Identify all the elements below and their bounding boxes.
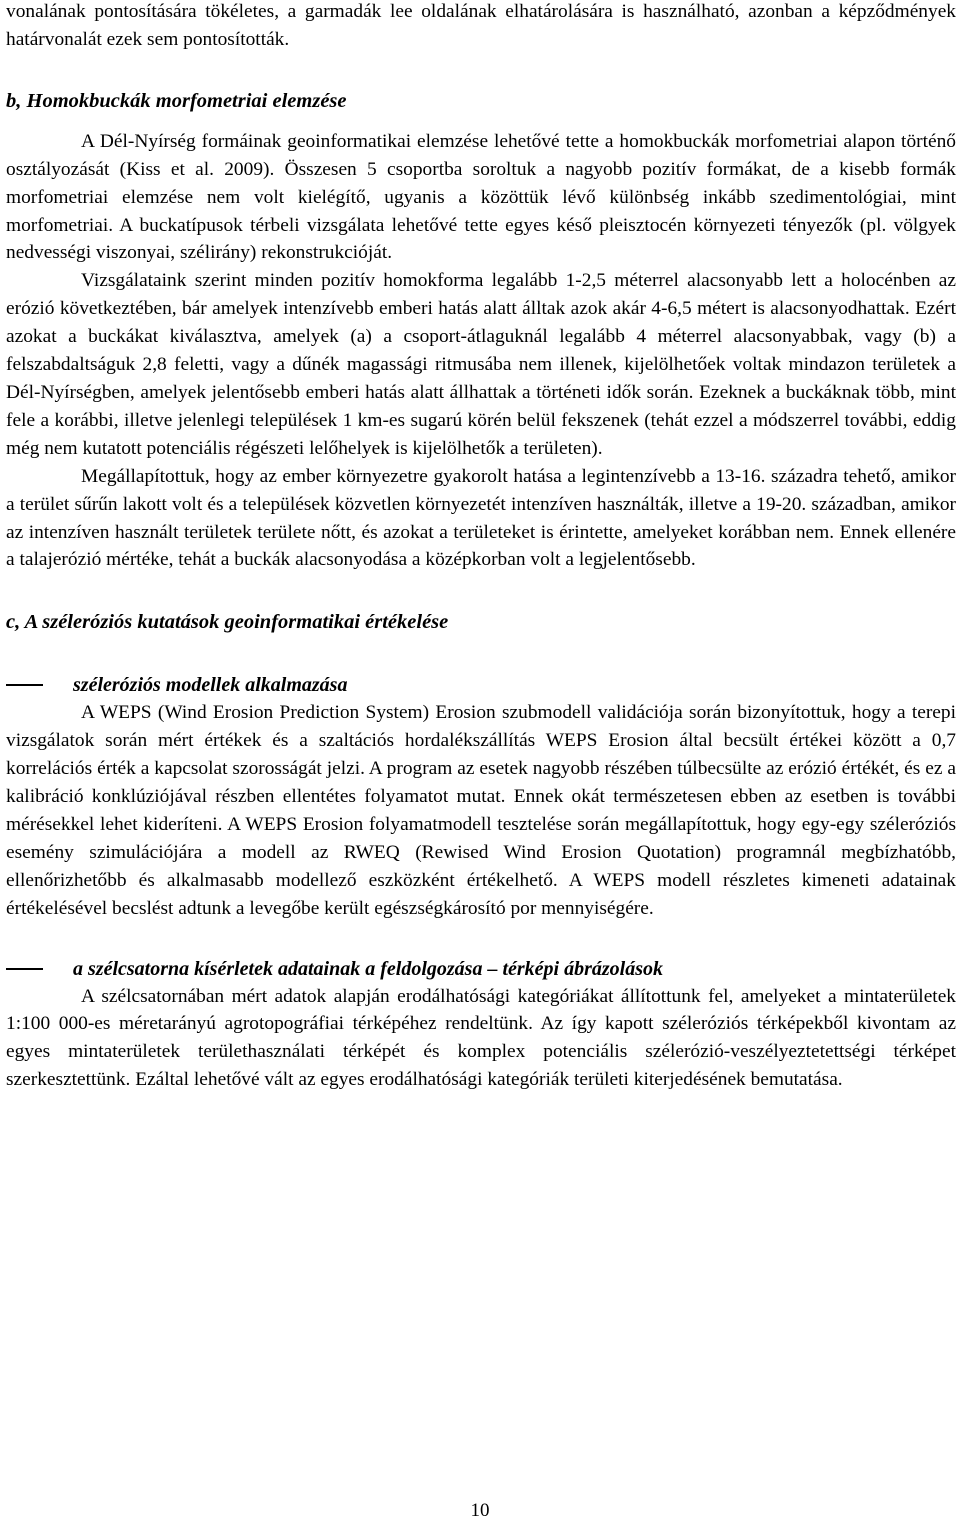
section-b-paragraph-1: A Dél-Nyírség formáinak geoinformatikai elemzése lehetővé tette a homokbuckák morfometriai alapon történő osztályozását (Kiss et al. 2009). Összesen 5 csoportba soroltuk a nagyobb pozitív formákat, de a kisebb formák morfometriai elemzése nem volt kielégítő, ugyanis a közöttük lévő különbség inkább szedimentológiai, mint morfometriai. A buckatípusok térbeli vizsgálata lehetővé tette egyes késő pleisztocén környezeti tényezők (pl. völgyek nedvességi viszonyai, szélirány) rekonstrukcióját. <box>6 130 956 264</box>
document-page <box>6 0 956 1094</box>
intro-paragraph: vonalának pontosítására tökéletes, a garmadák lee oldalának elhatárolására is használható, azonban a képződmények határvonalát ezek sem pontosították. <box>6 1 956 50</box>
section-c-sub2-paragraph: A szélcsatornában mért adatok alapján erodálhatósági kategóriákat állítottunk fel, amelyeket a mintaterületek 1:100 000-es méretarányú agrotopográfiai térképéhez rendeltünk. Az így kapott széleróziós térképekből kivontam az egyes mintaterületek területhasználati térképét és komplex potenciális szélerózió-veszélyeztetettségi térképet szerkesztettünk. Ezáltal lehetővé vált az egyes erodálhatósági kategóriák területi kiterjedésének bemutatása. <box>6 985 956 1091</box>
section-c-heading: c, A széleróziós kutatások geoinformatikai értékelése <box>6 611 449 634</box>
page-number: 10 <box>470 1500 490 1521</box>
dash-bullet <box>6 684 43 686</box>
dash-bullet <box>6 968 43 970</box>
section-c-sub2-heading-text: a szélcsatorna kísérletek adatainak a feldolgozása – térképi ábrázolások <box>73 957 663 980</box>
section-c-sub1-heading <box>6 671 956 699</box>
section-b-paragraph-2: Vizsgálataink szerint minden pozitív homokforma legalább 1-2,5 méterrel alacsonyabb lett a holocénben az erózió következtében, bár amelyek intenzívebb emberi hatás alatt álltak azok akár 4-6,5 métert is alacsonyodhattak. Ezért azokat a buckákat kiválasztva, amelyek (a) a csoport-átlaguknál legalább 4 méterrel alacsonyabbak, vagy (b) a felszabdaltságuk 2,8 feletti, vagy a dűnék magassági ritmusába nem illenek, kijelölhetőek voltak mindazon területek a Dél-Nyírségben, amelyek jelentősebb emberi hatás alatt állhattak a történeti idők során. Ezeknek a buckáknak több, mint fele a korábbi, illetve jelenlegi települések 1 km-es sugarú körén belül fekszenek (tehát ezzel a módszerrel további, eddig még nem kutatott potenciális régészeti lelőhelyek is kijelölhetők a területen). <box>6 270 956 459</box>
section-c-sub1-heading-text: széleróziós modellek alkalmazása <box>73 674 348 697</box>
section-c-sub2-heading <box>6 955 956 983</box>
section-b-paragraph-3: Megállapítottuk, hogy az ember környezetre gyakorolt hatása a legintenzívebb a 13-16. századra tehető, amikor a terület sűrűn lakott volt és a települések közvetlen környezetét intenzíven használták, illetve a 19-20. században, amikor az intenzíven használt területek területe nőtt, és azokat a területeket is érintette, amelyeket korábban nem. Ennek ellenére a talajerózió mértéke, tehát a buckák alacsonyodása a középkorban volt a legjelentősebb. <box>6 465 956 571</box>
section-c-sub1-paragraph: A WEPS (Wind Erosion Prediction System) Erosion szubmodell validációja során bizonyítottuk, hogy a terepi vizsgálatok során mért értékek és a szaltációs hordalékszállítás WEPS Erosion által becsült értékei között a 0,7 korrelációs érték a kapcsolat szorosságát jelzi. A program az esetek nagyobb részében túlbecsülte az erózió értékét, és ez a kalibráció konklúziójával részben ellentétes folyamatot mutat. Ennek okát természetesen ebben az esetben is további mérésekkel lehet kideríteni. A WEPS Erosion folyamatmodell tesztelése során megállapítottuk, hogy egy-egy széleróziós esemény szimulációjára a modell az RWEQ (Rewised Wind Erosion Quotation) programnál megbízhatóbb, ellenőrizhetőbb és alkalmasabb modellező eszközként értékelhető. A WEPS modell részletes kimeneti adatainak értékelésével becslést adtunk a levegőbe került egészségkárosító por mennyiségére. <box>6 702 956 919</box>
section-b-heading: b, Homokbuckák morfometriai elemzése <box>6 89 347 112</box>
